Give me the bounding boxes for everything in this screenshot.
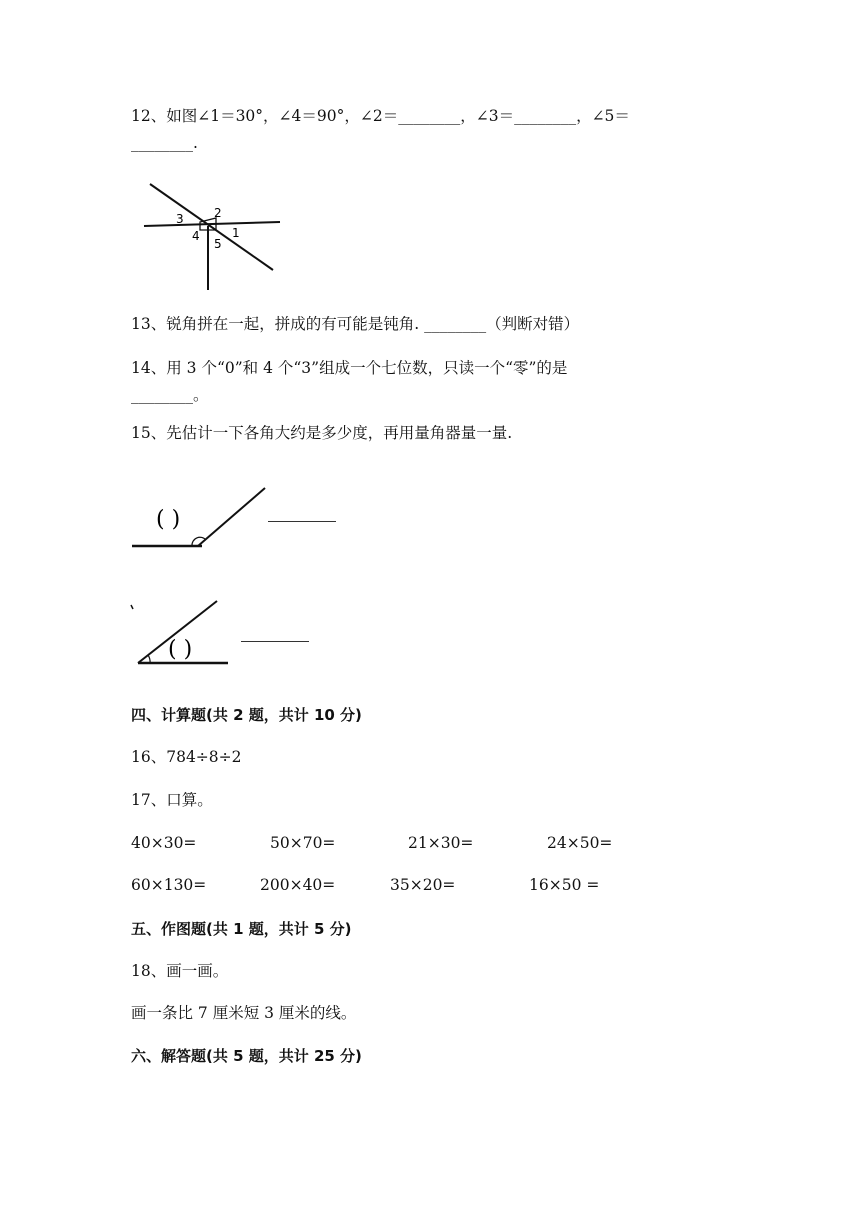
angle-label-4: 4 xyxy=(192,229,200,243)
angle-2-answer-blank[interactable] xyxy=(241,641,309,642)
oral-calc-item: 50×70= xyxy=(270,834,336,852)
angle-1-paren: ( ) xyxy=(156,507,181,532)
angle-label-3: 3 xyxy=(176,212,184,226)
angle-label-5: 5 xyxy=(214,237,222,251)
angle-2-paren: ( ) xyxy=(168,637,193,662)
oral-calc-item: 40×30= xyxy=(131,834,197,852)
q14-line2: ________。 xyxy=(131,386,209,404)
q13-text: 13、锐角拼在一起，拼成的有可能是钝角. ________（判断对错） xyxy=(131,315,580,333)
angle-label-2: 2 xyxy=(214,206,222,220)
section-6-heading: 六、解答题(共 5 题，共计 25 分) xyxy=(131,1047,362,1065)
oral-calc-item: 60×130= xyxy=(131,876,207,894)
oral-calc-item: 200×40= xyxy=(260,876,336,894)
q18-text: 18、画一画。 xyxy=(131,962,229,980)
q16-text: 16、784÷8÷2 xyxy=(131,748,242,766)
angle-1-answer-blank[interactable] xyxy=(268,521,336,522)
oral-calc-item: 16×50 = xyxy=(529,876,600,894)
oral-calc-item: 24×50= xyxy=(547,834,613,852)
section-5-heading: 五、作图题(共 1 题，共计 5 分) xyxy=(131,920,352,938)
q18-instruction: 画一条比 7 厘米短 3 厘米的线。 xyxy=(131,1004,357,1022)
q12-line1: 12、如图∠1＝30°，∠4＝90°，∠2＝________，∠3＝________，∠5＝ xyxy=(131,107,630,125)
q12-angle-figure xyxy=(140,178,285,293)
angle-label-1: 1 xyxy=(232,226,240,240)
q14-line1: 14、用 3 个“0”和 4 个“3”组成一个七位数，只读一个“零”的是 xyxy=(131,359,568,377)
oral-calc-item: 21×30= xyxy=(408,834,474,852)
q12-line2: ________. xyxy=(131,134,198,152)
oral-calc-item: 35×20= xyxy=(390,876,456,894)
section-4-heading: 四、计算题(共 2 题，共计 10 分) xyxy=(131,706,362,724)
q15-text: 15、先估计一下各角大约是多少度，再用量角器量一量. xyxy=(131,424,513,442)
q15-angle-1-figure xyxy=(130,486,275,552)
q17-text: 17、口算。 xyxy=(131,791,213,809)
q15-angle-2-figure xyxy=(128,597,233,667)
